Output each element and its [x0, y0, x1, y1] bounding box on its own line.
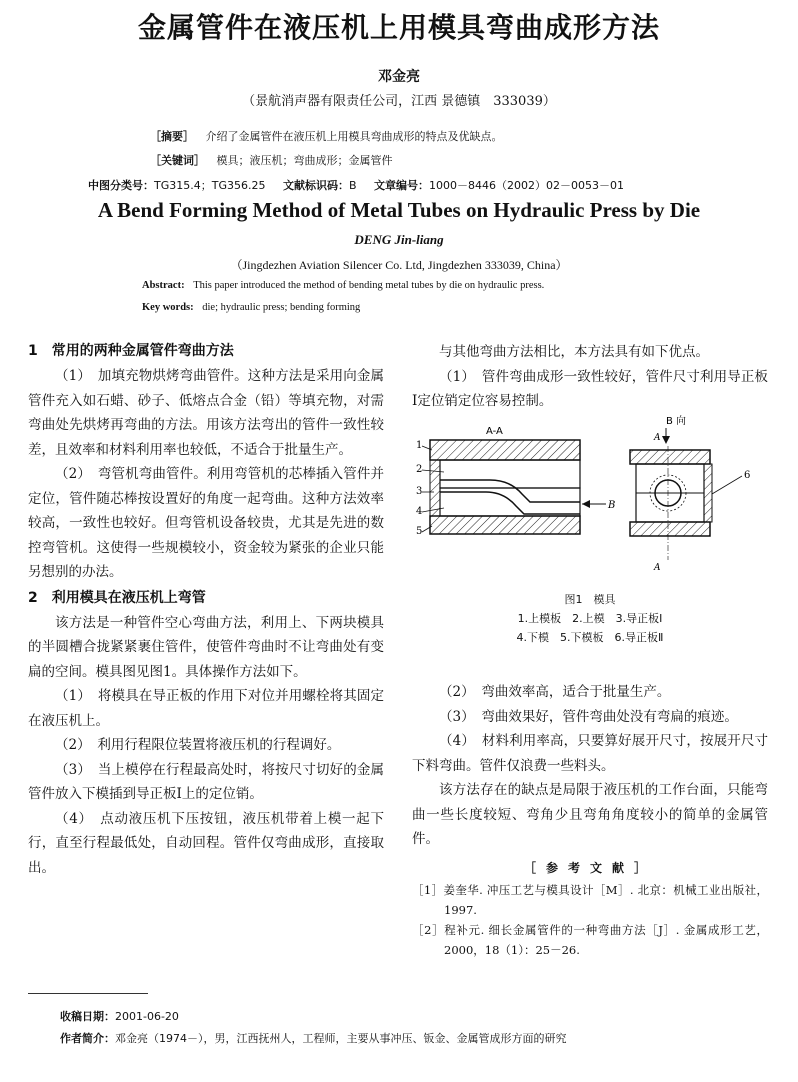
article-label: 文章编号： [374, 179, 430, 192]
footnote-rule [28, 993, 148, 994]
figure-caption-block [412, 590, 768, 647]
clc-value: TG315.4；TG356.25 [154, 179, 266, 192]
reference-1 [412, 880, 768, 920]
keywords-cn-text: 模具；液压机；弯曲成形；金属管件 [216, 154, 393, 167]
paragraph: （4） 材料利用率高，只要算好展开尺寸，按展开尺寸下料弯曲。管件仅浪费一些料头。 [412, 733, 768, 774]
doc-value: B [348, 179, 357, 192]
section-heading-1: 1 常用的两种金属管件弯曲方法 [28, 343, 234, 359]
keywords-cn [150, 152, 393, 168]
affiliation-cn: （景航消声器有限责任公司，江西 景德镇 333039） [242, 94, 556, 109]
reference-1-num: ［1］ [412, 883, 444, 897]
guide-plate-1 [430, 460, 440, 516]
paper-title-en: A Bend Forming Method of Metal Tubes on Hydraulic Press by Die [97, 198, 701, 222]
section-label: A-A [486, 426, 503, 437]
doc-label: 文献标识码： [282, 179, 349, 192]
reference-2 [412, 920, 768, 960]
paragraph: 该方法是一种管件空心弯曲方法，利用上、下两块模具的半圆槽合拢紧紧裹住管件，使管件弯曲时不让弯曲处有变扁的空间。模具图见图1。具体操作方法如下。 [28, 614, 384, 680]
figure-caption: 图1 模具 [564, 593, 616, 606]
label-a-top: A [654, 433, 661, 443]
keywords-en-label: Key words: [142, 302, 194, 313]
bio-value: 邓金亮（1974－），男，江西抚州人，工程师，主要从事冲压、钣金、金属管成形方面的研究 [115, 1032, 567, 1045]
paragraph: （3） 当上模停在行程最高处时，将按尺寸切好的金属管件放入下模插到导正板Ⅰ上的定位销。 [28, 761, 384, 802]
paragraph: （1） 管件弯曲成形一致性较好，管件尺寸利用导正板Ⅰ定位销定位容易控制。 [412, 368, 768, 409]
lower-plate [430, 516, 580, 534]
abstract-en-text: This paper introduced the method of bending metal tubes by die on hydraulic press. [193, 280, 545, 291]
author-en: DENG Jin-liang [354, 232, 444, 247]
paragraph: （1） 加填充物烘烤弯曲管件。这种方法是采用向金属管件充入如石蜡、砂子、低熔点合金（铅）等填充物，对需弯曲处先烘烤再弯曲的方法。用该方法弯出的管件一致性较差，且效率和材料利用率也较低，不适合于批量生产。 [28, 368, 384, 458]
section-heading-2: 2 利用模具在液压机上弯管 [28, 589, 206, 606]
label-a-bottom: A [654, 563, 661, 573]
paragraph: （2） 弯曲效率高，适合于批量生产。 [439, 684, 671, 700]
callout-6: 6 [744, 470, 751, 481]
keywords-en-text: die; hydraulic press; bending forming [202, 302, 361, 313]
abstract-cn-label: ［摘要］ [150, 130, 194, 143]
callout-5: 5 [416, 526, 423, 537]
figure-legend-2: 4.下模 5.下模板 6.导正板Ⅱ [516, 631, 664, 644]
reference-1-text: 姜奎华. 冲压工艺与模具设计［M］. 北京：机械工业出版社，1997. [443, 883, 768, 917]
callout-2: 2 [416, 464, 423, 475]
bio-label: 作者简介： [60, 1032, 115, 1045]
die-figure [410, 410, 770, 582]
paper-title-cn: 金属管件在液压机上用模具弯曲成形方法 [137, 11, 660, 44]
callout-4: 4 [416, 506, 423, 517]
received-date [60, 1008, 179, 1024]
keywords-en [142, 302, 360, 313]
guide-plate-2 [704, 464, 712, 522]
author-bio [60, 1030, 567, 1046]
arrow-b-label: B [608, 500, 616, 511]
abstract-cn [150, 128, 503, 144]
right-column-bottom [412, 680, 768, 960]
arrow-b-head [582, 500, 590, 508]
view-label: B 向 [666, 416, 687, 427]
author-cn: 邓金亮 [378, 69, 420, 85]
figure-legend-1: 1.上模板 2.上模 3.导正板Ⅰ [517, 612, 663, 625]
reference-2-num: ［2］ [412, 923, 445, 937]
abstract-en [142, 280, 544, 291]
keywords-cn-label: ［关键词］ [150, 154, 205, 167]
right-column-top [412, 340, 768, 414]
bview-lower-plate [630, 522, 710, 536]
received-value: 2001-06-20 [115, 1010, 179, 1023]
affiliation-en: （Jingdezhen Aviation Silencer Co. Ltd, Jingdezhen 333039, China） [230, 258, 568, 272]
callout-3: 3 [416, 486, 423, 497]
classification-line [88, 177, 624, 193]
left-column [28, 338, 384, 880]
tube-lower-edge [440, 492, 580, 514]
upper-plate [430, 440, 580, 460]
received-label: 收稿日期： [60, 1010, 115, 1023]
references-heading: ［参考文献］ [523, 860, 656, 875]
paragraph: （3） 弯曲效果好，管件弯曲处没有弯扁的痕迹。 [439, 708, 738, 725]
paragraph: （1） 将模具在导正板的作用下对位并用螺栓将其固定在液压机上。 [28, 688, 384, 729]
abstract-en-label: Abstract: [142, 280, 185, 291]
abstract-cn-text: 介绍了金属管件在液压机上用模具弯曲成形的特点及优缺点。 [205, 130, 503, 143]
paragraph: （4） 点动液压机下压按钮，液压机带着上模一起下行，直至行程最低处，自动回程。管件仅弯曲成形，直接取出。 [28, 810, 384, 876]
tube-upper-edge [440, 480, 580, 502]
article-value: 1000－8446（2002）02－0053－01 [429, 179, 624, 192]
clc-label: 中图分类号： [88, 179, 154, 192]
paragraph: （2） 弯管机弯曲管件。利用弯管机的芯棒插入管件并定位，管件随芯棒按设置好的角度一起弯曲。这种方法效率较高，一致性也较好。但弯管机设备较贵，尤其是先进的数控弯管机。这使得一些规模较小，资金较为紧张的企业只能另想别的办法。 [28, 466, 384, 580]
reference-2-text: 程补元. 细长金属管件的一种弯曲方法［J］. 金属成形工艺，2000，18（1）：25－26. [444, 923, 768, 957]
paragraph: 与其他弯曲方法相比，本方法具有如下优点。 [439, 344, 709, 360]
paragraph: （2） 利用行程限位装置将液压机的行程调好。 [55, 737, 341, 753]
callout-1: 1 [416, 440, 423, 451]
bview-upper-plate [630, 450, 710, 464]
paragraph: 该方法存在的缺点是局限于液压机的工作台面，只能弯曲一些长度较短、弯角少且弯角角度较小的简单的金属管件。 [412, 782, 768, 847]
